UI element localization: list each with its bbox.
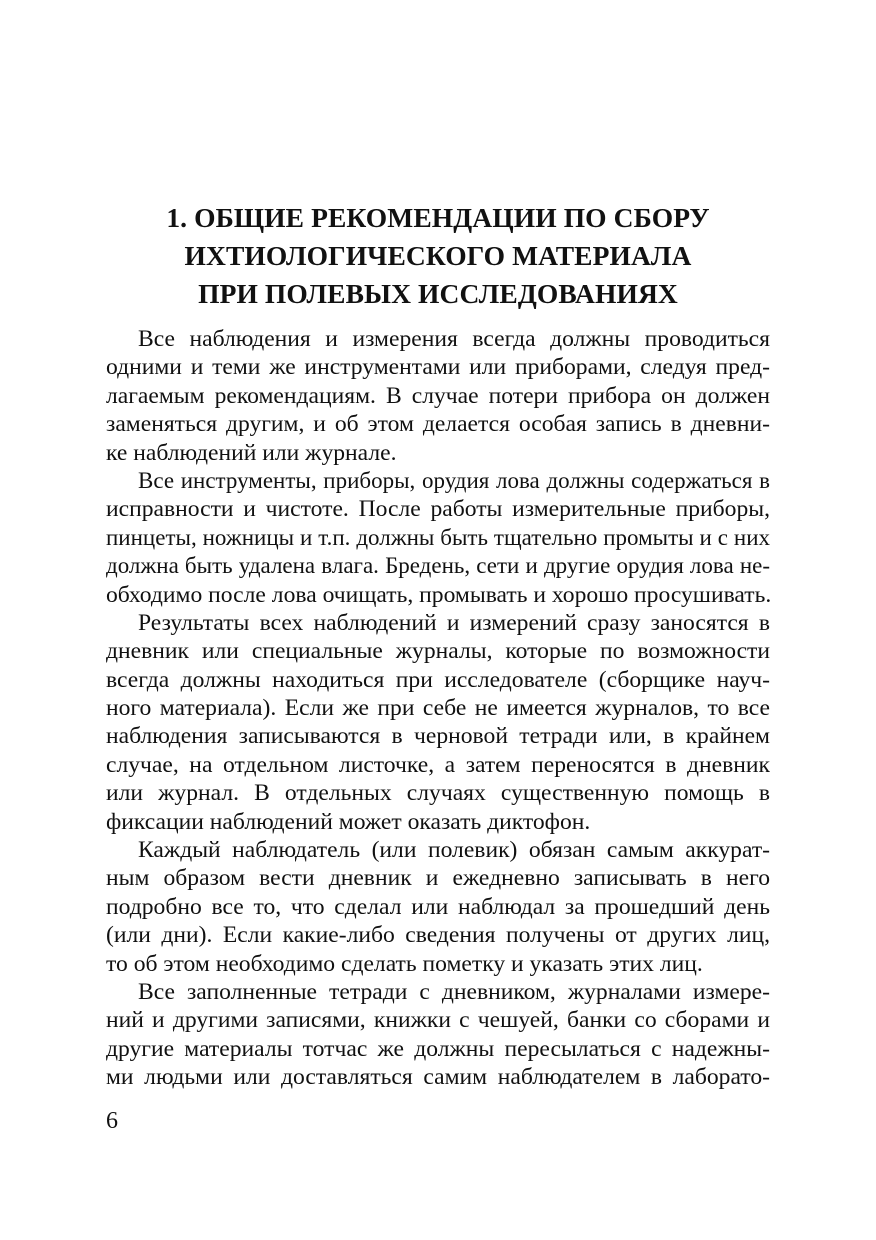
text-line: всегда должны находиться при исследователе (сборщике науч- <box>106 666 770 693</box>
text-line: ке наблюдений или журнале. <box>106 439 397 466</box>
text-line: Результаты всех наблюдений и измерений сразу заносятся в <box>138 609 770 636</box>
body-text <box>106 325 770 1092</box>
text-line: наблюдения записываются в черновой тетради или, в крайнем <box>106 723 770 750</box>
paragraph-1 <box>106 325 770 467</box>
text-line: подробно все то, что сделал или наблюдал за прошедший день <box>106 893 770 920</box>
text-line: Каждый наблюдатель (или полевик) обязан самым аккурат- <box>138 837 770 864</box>
text-line: фиксации наблюдений может оказать диктофон. <box>106 808 591 835</box>
chapter-heading <box>106 199 770 313</box>
chapter-heading-line: ПРИ ПОЛЕВЫХ ИССЛЕДОВАНИЯХ <box>198 278 678 309</box>
text-line: дневник или специальные журналы, которые по возможности <box>106 638 770 665</box>
paragraph-4 <box>106 836 770 978</box>
text-line: должна быть удалена влага. Бредень, сети и другие орудия лова не- <box>106 553 770 579</box>
text-line: Все инструменты, приборы, орудия лова должны содержаться в <box>138 467 770 493</box>
text-line: ми людьми или доставляться самим наблюдателем в лаборато- <box>106 1064 770 1091</box>
paragraph-2 <box>106 467 770 609</box>
text-line: ного материала). Если же при себе не имеется журналов, то все <box>106 695 770 722</box>
text-line: то об этом необходимо сделать пометку и указать этих лиц. <box>106 950 703 977</box>
text-line: заменяться другим, и об этом делается особая запись в дневни- <box>106 411 770 438</box>
text-line: лагаемым рекомендациям. В случае потери прибора он должен <box>106 382 770 409</box>
text-line: Все наблюдения и измерения всегда должны проводиться <box>138 326 770 352</box>
paragraph-3 <box>106 609 770 836</box>
chapter-heading-line: 1. ОБЩИЕ РЕКОМЕНДАЦИИ ПО СБОРУ <box>166 202 710 233</box>
paragraph-5 <box>106 978 770 1092</box>
text-line: исправности и чистоте. После работы измерительные приборы, <box>106 496 770 523</box>
text-line: обходимо после лова очищать, промывать и хорошо просушивать. <box>106 581 772 608</box>
text-line: (или дни). Если какие-либо сведения получены от других лиц, <box>106 922 770 949</box>
page-number: 6 <box>106 1108 118 1134</box>
text-line: случае, на отдельном листочке, а затем переносятся в дневник <box>106 751 770 778</box>
chapter-heading-line: ИХТИОЛОГИЧЕСКОГО МАТЕРИАЛА <box>184 240 692 271</box>
text-line: ний и другими записями, книжки с чешуей, банки со сборами и <box>106 1007 770 1034</box>
text-line: Все заполненные тетради с дневником, журналами измере- <box>138 978 770 1005</box>
text-line: ным образом вести дневник и ежедневно записывать в него <box>106 865 770 892</box>
text-line: или журнал. В отдельных случаях существенную помощь в <box>106 780 770 807</box>
text-line: другие материалы тотчас же должны пересылаться с надежны- <box>106 1035 770 1062</box>
text-line: одними и теми же инструментами или приборами, следуя пред- <box>106 354 770 381</box>
text-line: пинцеты, ножницы и т.п. должны быть тщательно промыты и с них <box>106 524 770 550</box>
